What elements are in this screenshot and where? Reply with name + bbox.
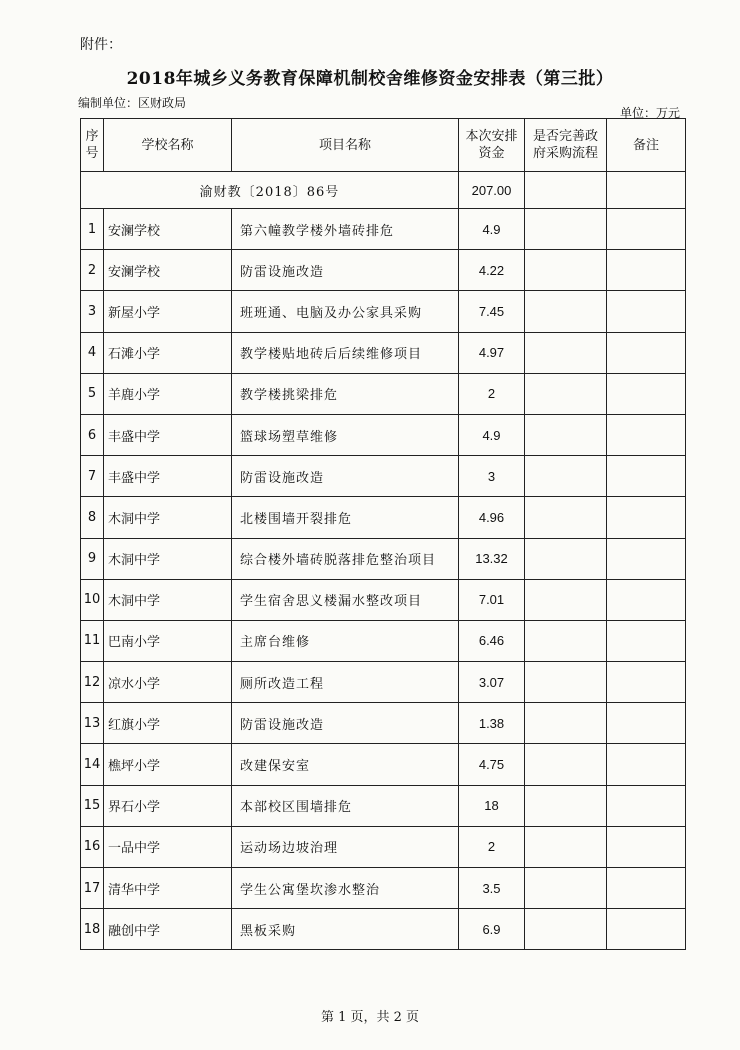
procurement-cell xyxy=(525,456,607,497)
remarks-cell xyxy=(607,703,686,744)
table-row xyxy=(81,909,686,950)
remarks-cell xyxy=(607,744,686,785)
remarks-cell xyxy=(607,414,686,455)
school-name: 巴南小学 xyxy=(104,620,232,661)
school-name: 凉水小学 xyxy=(104,662,232,703)
remarks-cell xyxy=(607,909,686,950)
remarks-cell xyxy=(607,250,686,291)
row-number: 1 xyxy=(81,209,104,250)
procurement-cell xyxy=(525,332,607,373)
remarks-cell xyxy=(607,456,686,497)
row-number: 18 xyxy=(81,909,104,950)
row-number: 13 xyxy=(81,703,104,744)
remarks-cell xyxy=(607,579,686,620)
column-header-procurement: 是否完善政 府采购流程 xyxy=(525,119,607,172)
school-name: 新屋小学 xyxy=(104,291,232,332)
page-number: 第 1 页，共 2 页 xyxy=(320,1010,420,1025)
table-row xyxy=(81,579,686,620)
row-number: 15 xyxy=(81,785,104,826)
allocated-amount: 4.97 xyxy=(459,332,525,373)
row-number: 14 xyxy=(81,744,104,785)
procurement-cell xyxy=(525,250,607,291)
attachment-label: 附件： xyxy=(80,37,122,53)
remarks-cell xyxy=(607,332,686,373)
allocated-amount: 3.5 xyxy=(459,868,525,909)
remarks-cell xyxy=(607,209,686,250)
allocated-amount: 1.38 xyxy=(459,703,525,744)
remarks-cell xyxy=(607,538,686,579)
row-number: 17 xyxy=(81,868,104,909)
procurement-cell xyxy=(525,373,607,414)
project-name: 黑板采购 xyxy=(232,909,459,950)
procurement-cell xyxy=(525,909,607,950)
procurement-cell xyxy=(525,662,607,703)
school-name: 融创中学 xyxy=(104,909,232,950)
allocated-amount: 6.46 xyxy=(459,620,525,661)
procurement-cell xyxy=(525,703,607,744)
funding-table xyxy=(80,118,686,950)
remarks-cell xyxy=(607,373,686,414)
column-header-remarks: 备注 xyxy=(607,119,686,172)
allocated-amount: 6.9 xyxy=(459,909,525,950)
table-row xyxy=(81,785,686,826)
document-reference-row xyxy=(81,172,686,209)
procurement-cell xyxy=(525,497,607,538)
remarks-cell xyxy=(607,172,686,209)
project-name: 改建保安室 xyxy=(232,744,459,785)
table-row xyxy=(81,703,686,744)
procurement-cell xyxy=(525,291,607,332)
table-row xyxy=(81,538,686,579)
project-name: 主席台维修 xyxy=(232,620,459,661)
table-row xyxy=(81,497,686,538)
school-name: 木洞中学 xyxy=(104,579,232,620)
table-row xyxy=(81,250,686,291)
table-row xyxy=(81,414,686,455)
table-row xyxy=(81,620,686,661)
allocated-amount: 7.45 xyxy=(459,291,525,332)
remarks-cell xyxy=(607,662,686,703)
row-number: 5 xyxy=(81,373,104,414)
row-number: 16 xyxy=(81,826,104,867)
remarks-cell xyxy=(607,868,686,909)
allocated-amount: 3.07 xyxy=(459,662,525,703)
allocated-amount: 4.9 xyxy=(459,414,525,455)
row-number: 10 xyxy=(81,579,104,620)
table-row xyxy=(81,456,686,497)
allocated-amount: 3 xyxy=(459,456,525,497)
column-header-no: 序 号 xyxy=(81,119,104,172)
remarks-cell xyxy=(607,291,686,332)
project-name: 综合楼外墙砖脱落排危整治项目 xyxy=(232,538,459,579)
procurement-cell xyxy=(525,785,607,826)
row-number: 3 xyxy=(81,291,104,332)
allocated-amount: 18 xyxy=(459,785,525,826)
row-number: 9 xyxy=(81,538,104,579)
compiler-unit: 编制单位：区财政局 xyxy=(78,96,187,110)
procurement-cell xyxy=(525,868,607,909)
school-name: 羊鹿小学 xyxy=(104,373,232,414)
project-name: 防雷设施改造 xyxy=(232,703,459,744)
allocated-amount: 2 xyxy=(459,826,525,867)
allocated-amount: 4.22 xyxy=(459,250,525,291)
remarks-cell xyxy=(607,785,686,826)
school-name: 石滩小学 xyxy=(104,332,232,373)
document-total-amount: 207.00 xyxy=(459,172,525,209)
table-row xyxy=(81,332,686,373)
project-name: 防雷设施改造 xyxy=(232,250,459,291)
procurement-cell xyxy=(525,579,607,620)
project-name: 运动场边坡治理 xyxy=(232,826,459,867)
allocated-amount: 4.9 xyxy=(459,209,525,250)
column-header-project: 项目名称 xyxy=(232,119,459,172)
school-name: 丰盛中学 xyxy=(104,414,232,455)
table-row xyxy=(81,744,686,785)
school-name: 樵坪小学 xyxy=(104,744,232,785)
school-name: 丰盛中学 xyxy=(104,456,232,497)
procurement-cell xyxy=(525,620,607,661)
project-name: 学生宿舍思义楼漏水整改项目 xyxy=(232,579,459,620)
allocated-amount: 7.01 xyxy=(459,579,525,620)
document-title: 2018年城乡义务教育保障机制校舍维修资金安排表（第三批） xyxy=(126,69,614,89)
column-header-school: 学校名称 xyxy=(104,119,232,172)
school-name: 清华中学 xyxy=(104,868,232,909)
school-name: 界石小学 xyxy=(104,785,232,826)
procurement-cell xyxy=(525,414,607,455)
project-name: 篮球场塑草维修 xyxy=(232,414,459,455)
table-row xyxy=(81,868,686,909)
row-number: 8 xyxy=(81,497,104,538)
remarks-cell xyxy=(607,497,686,538)
procurement-cell xyxy=(525,172,607,209)
currency-unit: 单位：万元 xyxy=(620,106,681,120)
project-name: 学生公寓堡坎渗水整治 xyxy=(232,868,459,909)
project-name: 教学楼贴地砖后后续维修项目 xyxy=(232,332,459,373)
school-name: 一品中学 xyxy=(104,826,232,867)
allocated-amount: 4.96 xyxy=(459,497,525,538)
table-header-row xyxy=(81,119,686,172)
school-name: 木洞中学 xyxy=(104,538,232,579)
row-number: 11 xyxy=(81,620,104,661)
column-header-amount: 本次安排 资金 xyxy=(459,119,525,172)
school-name: 安澜学校 xyxy=(104,250,232,291)
allocated-amount: 4.75 xyxy=(459,744,525,785)
row-number: 7 xyxy=(81,456,104,497)
remarks-cell xyxy=(607,826,686,867)
allocated-amount: 2 xyxy=(459,373,525,414)
project-name: 本部校区围墙排危 xyxy=(232,785,459,826)
project-name: 班班通、电脑及办公家具采购 xyxy=(232,291,459,332)
row-number: 12 xyxy=(81,662,104,703)
table-row xyxy=(81,209,686,250)
row-number: 4 xyxy=(81,332,104,373)
school-name: 木洞中学 xyxy=(104,497,232,538)
procurement-cell xyxy=(525,209,607,250)
row-number: 2 xyxy=(81,250,104,291)
table-row xyxy=(81,373,686,414)
table-row xyxy=(81,662,686,703)
project-name: 厕所改造工程 xyxy=(232,662,459,703)
school-name: 红旗小学 xyxy=(104,703,232,744)
project-name: 防雷设施改造 xyxy=(232,456,459,497)
procurement-cell xyxy=(525,538,607,579)
project-name: 第六幢教学楼外墙砖排危 xyxy=(232,209,459,250)
table-row xyxy=(81,291,686,332)
row-number: 6 xyxy=(81,414,104,455)
project-name: 教学楼挑梁排危 xyxy=(232,373,459,414)
school-name: 安澜学校 xyxy=(104,209,232,250)
remarks-cell xyxy=(607,620,686,661)
procurement-cell xyxy=(525,744,607,785)
procurement-cell xyxy=(525,826,607,867)
table-row xyxy=(81,826,686,867)
project-name: 北楼围墙开裂排危 xyxy=(232,497,459,538)
document-reference: 渝财教〔2018〕86号 xyxy=(81,172,459,209)
allocated-amount: 13.32 xyxy=(459,538,525,579)
